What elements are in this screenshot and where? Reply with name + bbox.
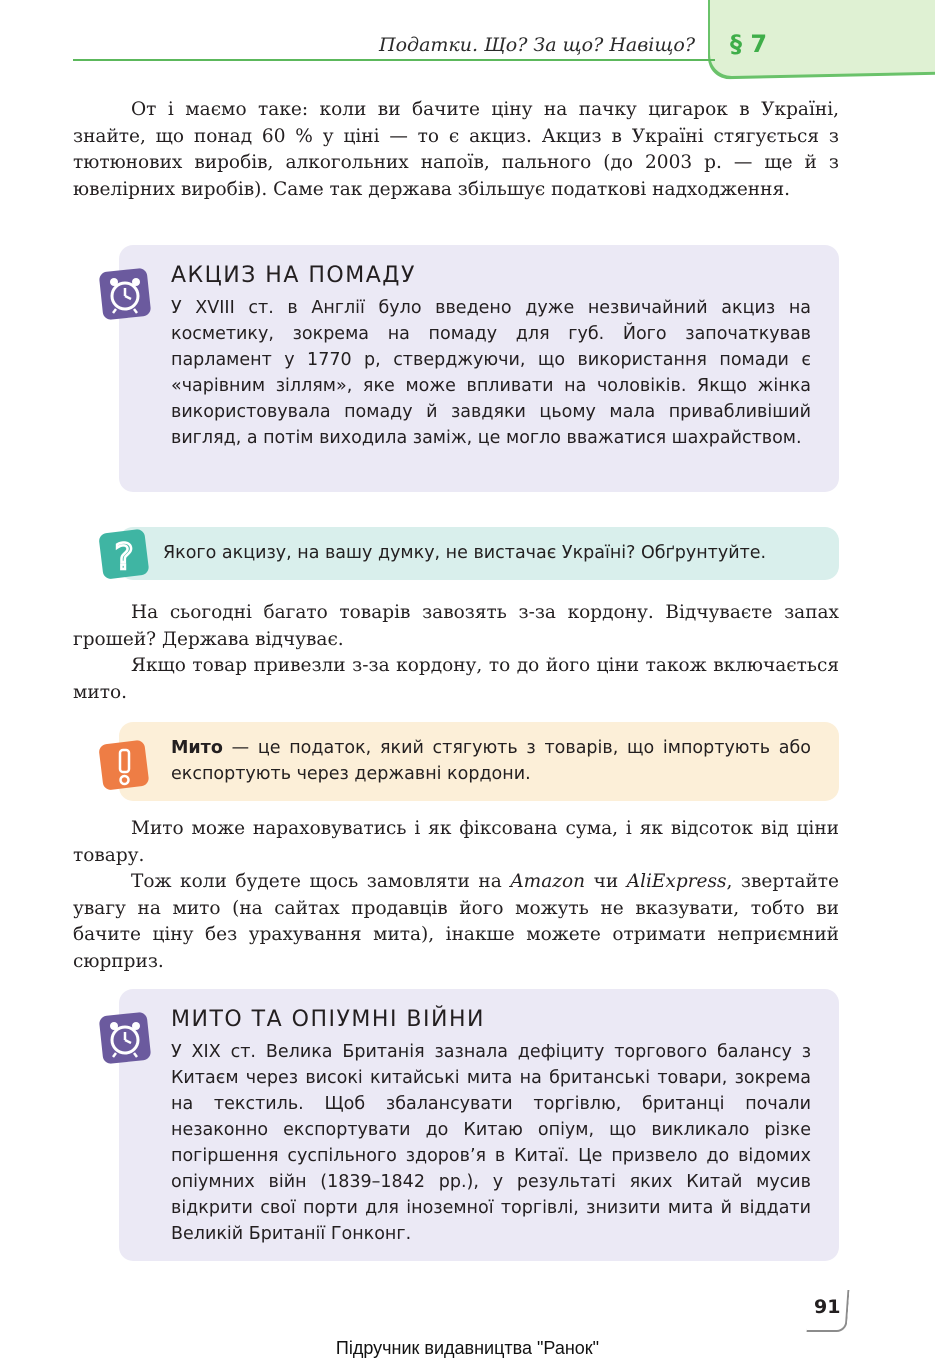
p5-end: , звертайте увагу на мито (на сайтах продавців його можуть не вказувати, тобто ви бачите ціну без урахування мита), інакше можете отримати неприємний сюрприз. [73,871,839,972]
exclamation-icon [99,740,151,792]
fact-box-title: МИТО ТА ОПІУМНІ ВІЙНИ [171,1007,485,1032]
svg-text:?: ? [114,537,134,578]
header-rule [73,59,715,61]
paragraph-imports: На сьогодні багато товарів завозять з-за кордону. Відчуваєте запах грошей? Держава відчуває. [73,602,839,650]
definition-body: — це податок, який стягують з товарів, що імпортують або експортують через державні кордони. [171,738,811,784]
amazon-name: Amazon [510,871,586,892]
question-text: Якого акцизу, на вашу думку, не вистачає Україні? Обґрунтуйте. [163,543,767,563]
definition-box [119,722,839,801]
fact-box-opium [119,989,839,1261]
running-header-title: Податки. Що? За що? Навіщо? [379,34,695,56]
definition-text [171,735,811,787]
section-number: § 7 [730,30,768,58]
aliexpress-name: AliExpress [626,871,727,892]
fact-box-lipstick [119,245,839,492]
question-mark-icon [99,529,151,581]
paragraph-excise-intro: От і маємо таке: коли ви бачите ціну на пачку цигарок в Україні, знайте, що понад 60 % у ціні — то є акциз. Акциз в Україні стягується з тютюнових виробів, алкогольних напоїв, пального (до 2003 р. — ще й з ювелірних виробів). Саме так держава збільшує податкові надходження. [73,99,839,200]
definition-term: Мито [171,738,223,758]
alarm-clock-icon [99,268,151,320]
paragraph-duty-included: Якщо товар привезли з-за кордону, то до його ціни також включається мито. [73,655,839,703]
p5-or: чи [585,871,627,892]
paragraph-online-orders [73,869,839,975]
p5-start: Тож коли будете щось замовляти на [131,871,511,892]
fact-box-text: У XVIII ст. в Англії було введено дуже незвичайний акциз на косметику, зокрема на помаду для губ. Його започаткував парламент у 1770 р, стверджуючи, що використання помади є «чарівним зіллям», яке може впливати на чоловіків. Якщо жінка використовувала помаду й завдяки цьому мала привабливіший вигляд, а потім виходила заміж, це могло вважатися шахрайством. [171,298,811,448]
fact-box-title: АКЦИЗ НА ПОМАДУ [171,263,416,288]
paragraph-duty-types: Мито може нараховуватись і як фіксована сума, і як відсоток від ціни товару. [73,818,839,866]
fact-box-text: У XIX ст. Велика Британія зазнала дефіциту торгового балансу з Китаєм через високі китайські мита на британські товари, зокрема на текстиль. Щоб збалансувати торгівлю, британці почали незаконно експортувати до Китаю опіум, що викликало різке погіршення суспільного здоров’я в Китаї. Це призвело до відомих опіумних війн (1839–1842 рр.), у результаті яких Китай мусив відкрити свої порти для іноземної торгівлі, знизити мита й віддати Великій Британії Гонконг. [171,1042,811,1244]
alarm-clock-icon [99,1012,151,1064]
page-number: 91 [814,1296,841,1318]
question-box [119,527,839,580]
publisher-footer: Підручник видавництва "Ранок" [335,1338,600,1358]
